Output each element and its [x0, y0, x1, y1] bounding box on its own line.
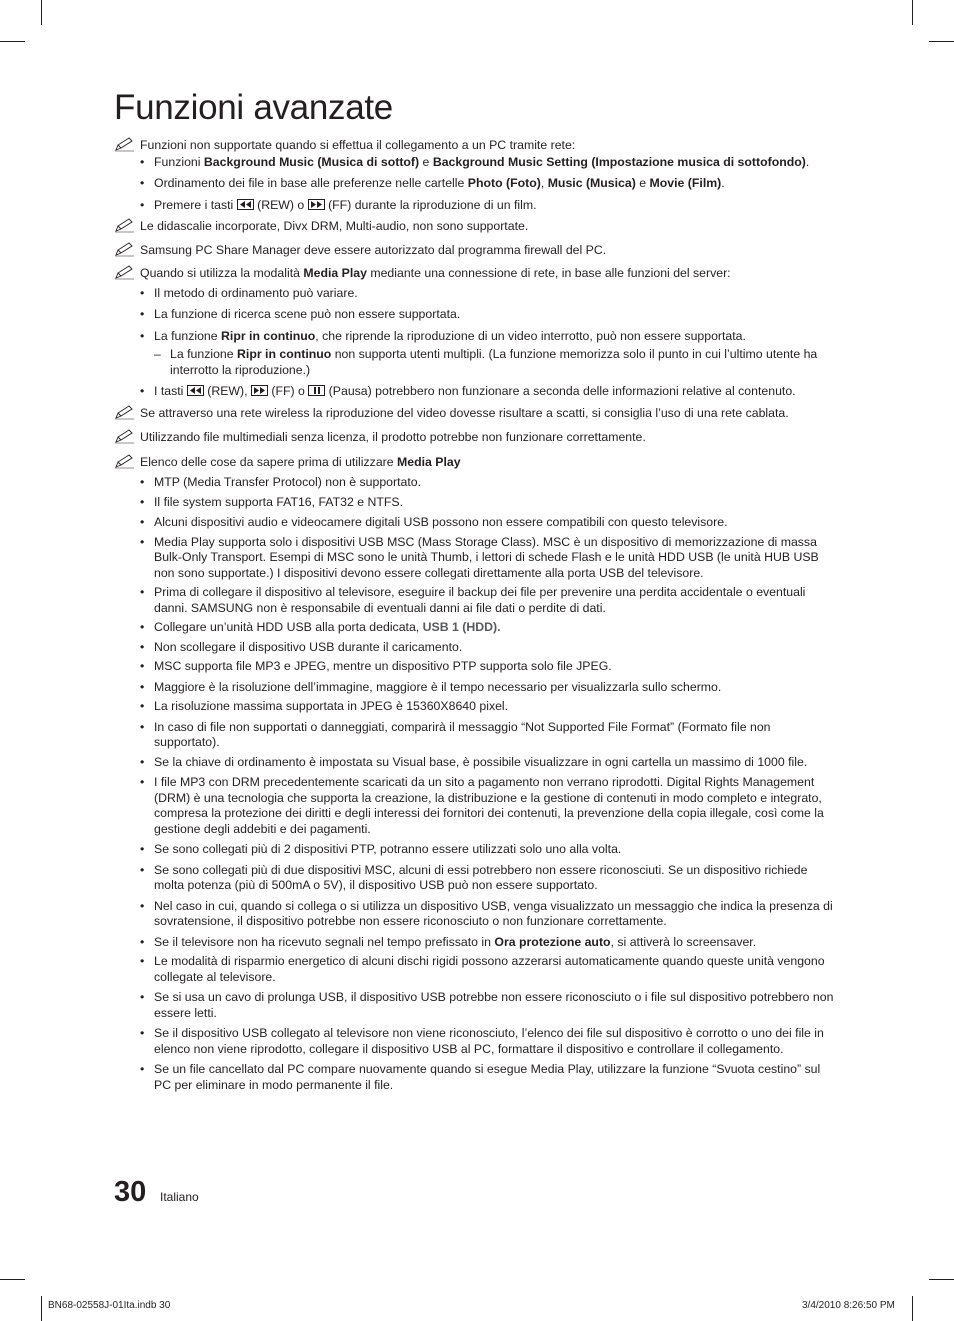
text: , che riprende la riproduzione di un video interrotto, può non essere supportata. — [315, 328, 746, 343]
note-text: Quando si utilizza la modalità — [140, 266, 304, 280]
text: Le modalità di risparmio energetico di alcuni dischi rigidi possono azzerarsi automaticamente quando queste unità vengono collegate al televisore. — [154, 954, 825, 984]
text: , si attiverà lo screensaver. — [610, 934, 757, 949]
text: La funzione — [154, 328, 222, 343]
note-pencil-icon — [114, 217, 136, 233]
note — [114, 430, 838, 446]
bullet: • — [140, 659, 145, 673]
bullet: • — [140, 934, 145, 949]
text: (Pausa) potrebbero non funzionare a seconda delle informazioni relative al contenuto. — [325, 384, 796, 398]
list-item — [140, 1062, 838, 1093]
bold-text: Movie (Film) — [649, 176, 722, 190]
list-item — [140, 699, 838, 715]
text: La risoluzione massima supportata in JPEG è 15360X8640 pixel. — [154, 699, 509, 713]
bold-text: Background Music (Musica di sottof) — [203, 154, 420, 169]
text: Premere i tasti — [154, 197, 237, 212]
note-pencil-icon — [114, 428, 136, 444]
bullet: • — [140, 862, 145, 877]
bullet: • — [140, 1062, 145, 1076]
page-content — [114, 138, 838, 1093]
list-item — [140, 842, 838, 858]
list-item — [140, 307, 838, 323]
bullet: • — [140, 197, 145, 212]
bullet-list — [140, 475, 838, 1093]
list-item — [140, 384, 838, 400]
list-item — [140, 639, 838, 656]
list-item — [140, 197, 838, 214]
text: Media Play supporta solo i dispositivi USB MSC (Mass Storage Class). MSC è un dispositivo di memorizzazione di massa Bulk-Only Transport. Esempi di MSC sono le unità Thumb, i lettori di schede Flash e le unità HDD USB (le unità HUB USB non sono supportate.) I dispositivi devono essere collegati direttamente alla porta USB del televisore. — [154, 534, 819, 580]
text: La funzione — [170, 347, 238, 361]
crop-mark — [912, 0, 913, 25]
text: Prima di collegare il dispositivo al televisore, eseguire il backup dei file per prevenire una perdita accidentale o eventuali danni. SAMSUNG non è responsabile di eventuali danni ai file dati o perdite di dati. — [154, 585, 806, 615]
text: Se un file cancellato dal PC compare nuovamente quando si esegue Media Play, utilizzare la funzione “Svuota cestino” sul PC per eliminare in modo permanente il file. — [154, 1062, 821, 1092]
note-text: Utilizzando file multimediali senza licenza, il prodotto potrebbe non funzionare correttamente. — [140, 430, 646, 444]
page-title: Funzioni avanzate — [114, 88, 393, 127]
text: MSC supporta file MP3 e JPEG, mentre un dispositivo PTP supporta solo file JPEG. — [154, 659, 612, 673]
pause-button-icon — [308, 385, 325, 396]
bullet: • — [140, 620, 145, 634]
list-item — [140, 659, 838, 675]
text: Ordinamento dei file in base alle preferenze nelle cartelle — [154, 176, 468, 190]
crop-mark — [929, 41, 954, 42]
crop-mark — [929, 1279, 954, 1280]
note — [114, 455, 838, 471]
note-text: Funzioni non supportate quando si effettua il collegamento a un PC tramite rete: — [140, 138, 576, 152]
list-item — [140, 534, 838, 582]
bullet: • — [140, 154, 145, 169]
crop-mark — [0, 41, 25, 42]
bullet: • — [140, 475, 145, 489]
page-language: Italiano — [160, 1190, 199, 1204]
list-item — [140, 754, 838, 771]
crop-mark — [0, 1279, 25, 1280]
rewind-button-icon — [237, 199, 254, 210]
bold-text: USB 1 (HDD). — [422, 620, 501, 634]
note-text: Se attraverso una rete wireless la riproduzione del video dovesse risultare a scatti, si consiglia l’uso di una rete cablata. — [140, 405, 789, 420]
text: e — [635, 176, 650, 190]
note-text: mediante una connessione di rete, in base alle funzioni del server: — [366, 266, 731, 280]
text: Se il dispositivo USB collegato al televisore non viene riconosciuto, l’elenco dei file sul dispositivo è corrotto o uno dei file in elenco non viene riprodotto, collegare il dispositivo USB al PC, formattare il dispositivo e controllare il collegamento. — [154, 1026, 824, 1056]
bullet: • — [140, 328, 145, 343]
text: La funzione di ricerca scene può non essere supportata. — [154, 307, 461, 321]
bullet: • — [140, 307, 145, 321]
list-item — [140, 990, 838, 1021]
text: Se sono collegati più di due dispositivi MSC, alcuni di essi potrebbero non essere riconosciuti. Se un dispositivo richiede molta potenza (più di 500mA o 5V), il dispositivo USB può non essere supportato. — [154, 862, 808, 892]
note-pencil-icon — [114, 404, 136, 420]
text: MTP (Media Transfer Protocol) non è supportato. — [154, 475, 422, 489]
list-item — [140, 862, 838, 894]
bullet: • — [140, 639, 145, 654]
note-text: Samsung PC Share Manager deve essere autorizzato dal programma firewall del PC. — [140, 242, 607, 257]
list-item — [140, 515, 838, 531]
note-pencil-icon — [114, 264, 136, 280]
bullet-list — [140, 154, 838, 214]
list-item — [140, 898, 838, 930]
fast-forward-button-icon — [308, 199, 325, 210]
text: In caso di file non supportati o danneggiati, comparirà il messaggio “Not Supported File Format” (Formato file non supportato). — [154, 719, 771, 749]
bullet: • — [140, 719, 145, 734]
list-item — [140, 719, 838, 751]
bullet: • — [140, 842, 145, 856]
list-item — [140, 494, 838, 511]
bullet: • — [140, 515, 145, 529]
list-item — [140, 1026, 838, 1057]
text: Collegare un’unità HDD USB alla porta dedicata, — [154, 620, 423, 634]
note-text: Elenco delle cose da sapere prima di utilizzare — [140, 454, 398, 469]
bullet: • — [140, 1026, 145, 1040]
list-item — [140, 285, 838, 302]
bullet: • — [140, 990, 145, 1004]
text: (REW), — [203, 384, 251, 398]
text: (REW) o — [253, 197, 308, 212]
text: Maggiore è la risoluzione dell’immagine, maggiore è il tempo necessario per visualizzarla sullo schermo. — [154, 679, 722, 694]
bullet-list — [140, 285, 838, 400]
bold-text: Ora protezione auto — [494, 934, 611, 949]
note — [114, 266, 838, 282]
bold-text: Background Music Setting (Impostazione musica di sottofondo) — [432, 154, 806, 169]
text: Nel caso in cui, quando si collega o si utilizza un dispositivo USB, venga visualizzato un messaggio che indica la presenza di sovratensione, il dispositivo potrebbe non essere riconosciuto o non funzionare correttamente. — [154, 898, 833, 928]
text: (FF) durante la riproduzione di un film. — [324, 197, 537, 212]
text: I tasti — [154, 384, 187, 398]
dash: – — [154, 347, 161, 361]
text: Funzioni — [154, 154, 204, 169]
text: . — [721, 176, 725, 190]
text: I file MP3 con DRM precedentemente scaricati da un sito a pagamento non verrano riprodotti. Digital Rights Management (DRM) è una tecnologia che supporta la creazione, la distribuzione e la gestione di contenuti in modo completo e integrato, compresa la protezione dei diritti e degli interessi dei fornitori dei contenuti, la prevenzione della copia illegale, così come la gestione degli addebiti e dei pagamenti. — [154, 775, 824, 836]
text: Se si usa un cavo di prolunga USB, il dispositivo USB potrebbe non essere riconosciuto o i file sul dispositivo potrebbero non essere letti. — [154, 990, 834, 1020]
list-item — [140, 679, 838, 696]
fast-forward-button-icon — [251, 385, 268, 396]
text: non supporta utenti multipli. (La funzione memorizza solo il punto in cui l’ultimo utente ha interrotto la riproduzione.) — [170, 347, 818, 377]
bullet: • — [140, 494, 145, 509]
note — [114, 219, 838, 235]
crop-mark — [41, 1296, 42, 1321]
note — [114, 243, 838, 259]
note-pencil-icon — [114, 241, 136, 257]
list-item — [140, 934, 838, 951]
note-pencil-icon — [114, 453, 136, 469]
bullet: • — [140, 384, 145, 398]
bullet: • — [140, 898, 145, 913]
list-item — [140, 585, 838, 616]
print-slug-date: 3/4/2010 8:26:50 PM — [802, 1300, 895, 1311]
crop-mark — [912, 1296, 913, 1321]
text: Il metodo di ordinamento può variare. — [154, 285, 358, 300]
text: e — [419, 154, 433, 169]
bullet: • — [140, 699, 145, 713]
dash-list — [154, 347, 838, 378]
bullet: • — [140, 954, 145, 968]
print-slug-file: BN68-02558J-01Ita.indb 30 — [48, 1300, 171, 1311]
list-item — [140, 775, 838, 837]
bold-text: Music (Musica) — [547, 176, 636, 190]
text: Se la chiave di ordinamento è impostata su Visual base, è possibile visualizzare in ogni cartella un massimo di 1000 file. — [154, 754, 808, 769]
list-item — [154, 347, 838, 378]
list-item — [140, 176, 838, 192]
bold-text: Ripr in continuo — [237, 347, 332, 361]
bullet: • — [140, 775, 145, 789]
text: Non scollegare il dispositivo USB durante il caricamento. — [154, 639, 463, 654]
bullet: • — [140, 754, 145, 769]
bullet: • — [140, 176, 145, 190]
note-text: Le didascalie incorporate, Divx DRM, Multi-audio, non sono supportate. — [140, 219, 529, 233]
list-item — [140, 328, 838, 379]
text: , — [540, 176, 548, 190]
list-item — [140, 475, 838, 491]
text: Se il televisore non ha ricevuto segnali nel tempo prefissato in — [154, 934, 495, 949]
bullet: • — [140, 585, 145, 599]
bullet: • — [140, 534, 145, 549]
text: . — [805, 154, 810, 169]
crop-mark — [41, 0, 42, 25]
bullet: • — [140, 679, 145, 694]
list-item — [140, 954, 838, 985]
bold-text: Media Play — [397, 454, 461, 469]
list-item — [140, 620, 838, 636]
bullet: • — [140, 285, 145, 300]
text: Il file system supporta FAT16, FAT32 e NTFS. — [154, 494, 403, 509]
note — [114, 406, 838, 422]
text: (FF) o — [267, 384, 309, 398]
bold-text: Ripr in continuo — [221, 328, 316, 343]
rewind-button-icon — [187, 385, 204, 396]
page-number: 30 — [114, 1176, 147, 1208]
text: Alcuni dispositivi audio e videocamere digitali USB possono non essere compatibili con questo televisore. — [154, 515, 728, 529]
list-item — [140, 154, 838, 171]
bold-text: Media Play — [303, 266, 367, 280]
note — [114, 138, 838, 154]
bold-text: Photo (Foto) — [467, 176, 541, 190]
text: Se sono collegati più di 2 dispositivi PTP, potranno essere utilizzati solo uno alla volta. — [154, 842, 622, 856]
note-pencil-icon — [114, 136, 136, 152]
